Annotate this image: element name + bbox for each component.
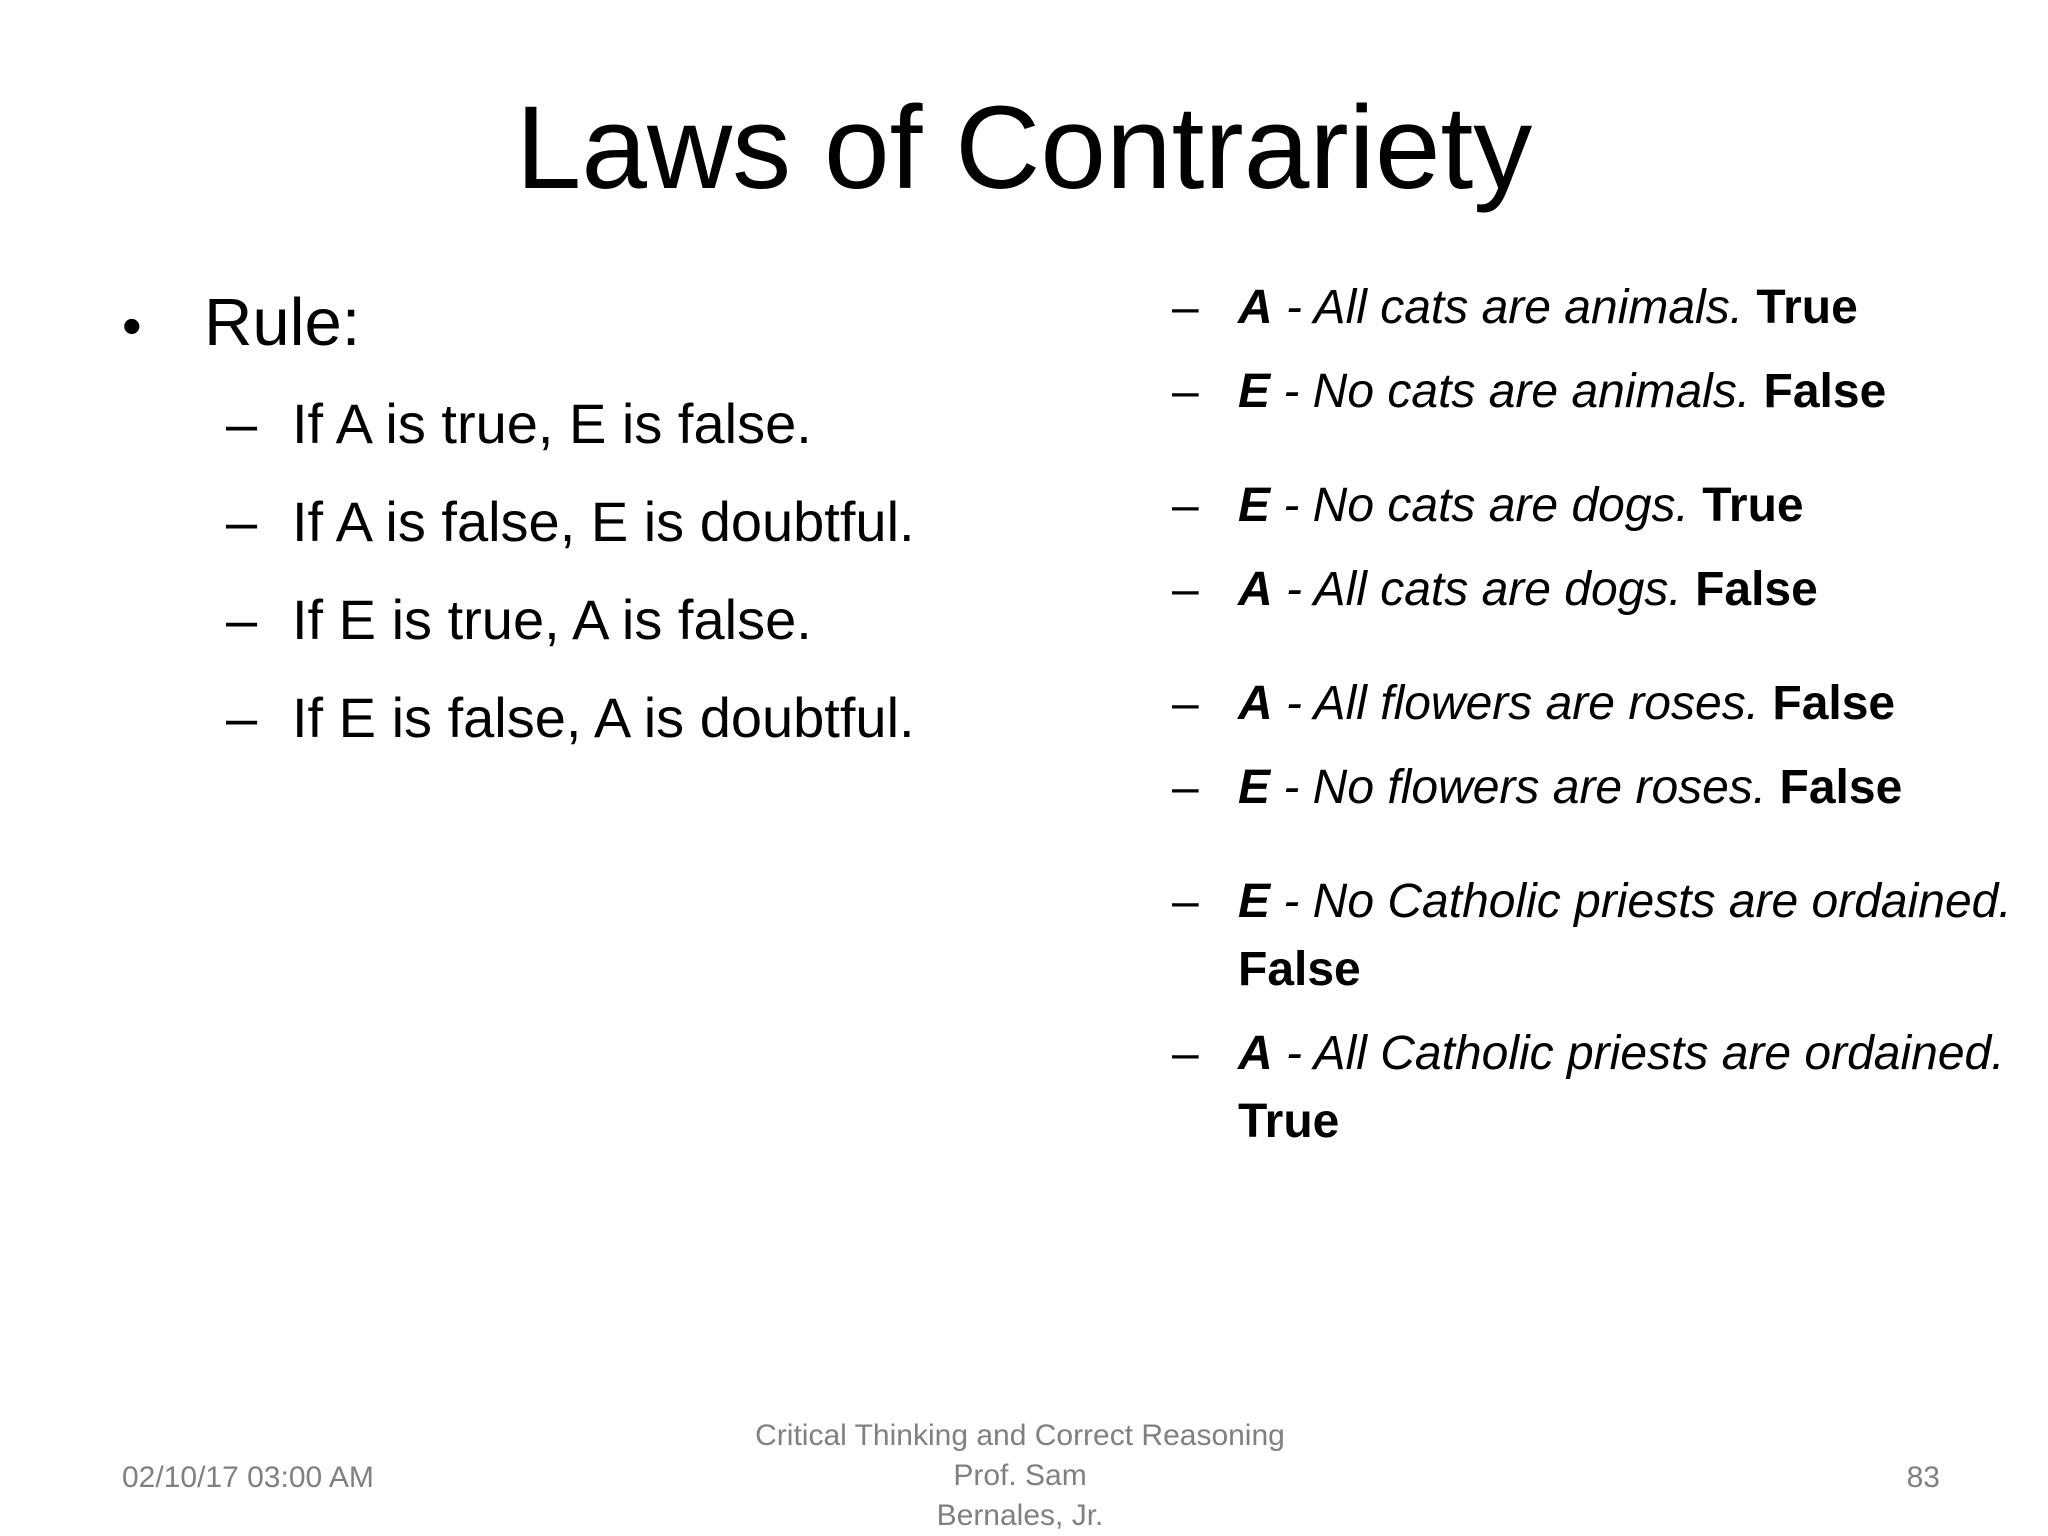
example-item xyxy=(1172,868,2012,1004)
footer-course-line: Critical Thinking and Correct Reasoning xyxy=(755,1419,1285,1452)
proposition-letter: A xyxy=(1238,1027,1273,1080)
example-group xyxy=(1172,274,2012,426)
proposition-letter: E xyxy=(1238,875,1271,928)
example-verdict: False xyxy=(1763,365,1887,418)
rule-section xyxy=(122,280,1072,767)
example-statement: - No Catholic priests are ordained. xyxy=(1270,875,2012,928)
footer-course xyxy=(700,1416,1340,1536)
example-text xyxy=(1238,358,1886,426)
example-item xyxy=(1172,274,2012,342)
footer-course-line: Prof. Sam xyxy=(953,1459,1087,1492)
example-statement: - No cats are dogs. xyxy=(1270,479,1689,532)
footer-date: 02/10/17 03:00 AM xyxy=(122,1461,374,1494)
rule-item xyxy=(226,571,1072,669)
dash-icon: – xyxy=(1172,479,1199,532)
example-text xyxy=(1238,868,2012,1004)
example-group xyxy=(1172,868,2012,1156)
example-verdict: False xyxy=(1695,563,1818,616)
dash-icon: – xyxy=(226,490,258,553)
rule-label: Rule: xyxy=(204,285,361,360)
example-statement: - No flowers are roses. xyxy=(1270,761,1767,814)
footer-course-line: Bernales, Jr. xyxy=(936,1499,1104,1532)
example-statement: - All flowers are roses. xyxy=(1272,677,1760,730)
example-text xyxy=(1238,1020,2012,1156)
example-text xyxy=(1238,556,1818,624)
example-verdict: False xyxy=(1238,943,1361,996)
rule-item-text: If E is false, A is doubtful. xyxy=(292,686,915,749)
example-item xyxy=(1172,1020,2012,1156)
example-item xyxy=(1172,556,2012,624)
example-verdict: True xyxy=(1702,479,1804,532)
examples-section xyxy=(1172,274,2012,1202)
example-group xyxy=(1172,472,2012,624)
proposition-letter: A xyxy=(1238,563,1273,616)
dash-icon: – xyxy=(226,392,258,455)
example-verdict: False xyxy=(1772,677,1896,730)
example-verdict: True xyxy=(1756,281,1858,334)
dash-icon: – xyxy=(1172,563,1199,616)
example-text xyxy=(1238,274,1858,342)
example-statement: - All cats are animals. xyxy=(1272,281,1744,334)
dash-icon: – xyxy=(226,588,258,651)
proposition-letter: E xyxy=(1238,365,1271,418)
dash-icon: – xyxy=(1172,677,1199,730)
example-item xyxy=(1172,472,2012,540)
example-statement: - All cats are dogs. xyxy=(1272,563,1682,616)
slide-number: 83 xyxy=(1906,1461,1940,1494)
example-text xyxy=(1238,754,1902,822)
rule-item xyxy=(226,669,1072,767)
example-statement: - All Catholic priests are ordained. xyxy=(1272,1027,2005,1080)
proposition-letter: A xyxy=(1238,281,1273,334)
proposition-letter: A xyxy=(1238,677,1273,730)
example-statement: - No cats are animals. xyxy=(1270,365,1751,418)
rule-item-text: If E is true, A is false. xyxy=(292,588,812,651)
example-item xyxy=(1172,358,2012,426)
example-verdict: False xyxy=(1779,761,1903,814)
rule-item xyxy=(226,473,1072,571)
slide-title: Laws of Contrariety xyxy=(515,82,1533,214)
rule-item-text: If A is true, E is false. xyxy=(292,392,812,455)
rule-bullet xyxy=(122,280,1072,369)
dash-icon: – xyxy=(226,686,258,749)
dash-icon: – xyxy=(1172,365,1199,418)
proposition-letter: E xyxy=(1238,479,1271,532)
example-group xyxy=(1172,670,2012,822)
example-text xyxy=(1238,670,1895,738)
dash-icon: – xyxy=(1172,875,1199,928)
rule-list xyxy=(226,375,1072,767)
example-text xyxy=(1238,472,1804,540)
rule-item-text: If A is false, E is doubtful. xyxy=(292,490,915,553)
bullet-icon: • xyxy=(122,294,142,357)
dash-icon: – xyxy=(1172,761,1199,814)
dash-icon: – xyxy=(1172,281,1199,334)
dash-icon: – xyxy=(1172,1027,1199,1080)
proposition-letter: E xyxy=(1238,761,1271,814)
example-item xyxy=(1172,754,2012,822)
example-verdict: True xyxy=(1238,1095,1340,1148)
example-item xyxy=(1172,670,2012,738)
rule-item xyxy=(226,375,1072,473)
